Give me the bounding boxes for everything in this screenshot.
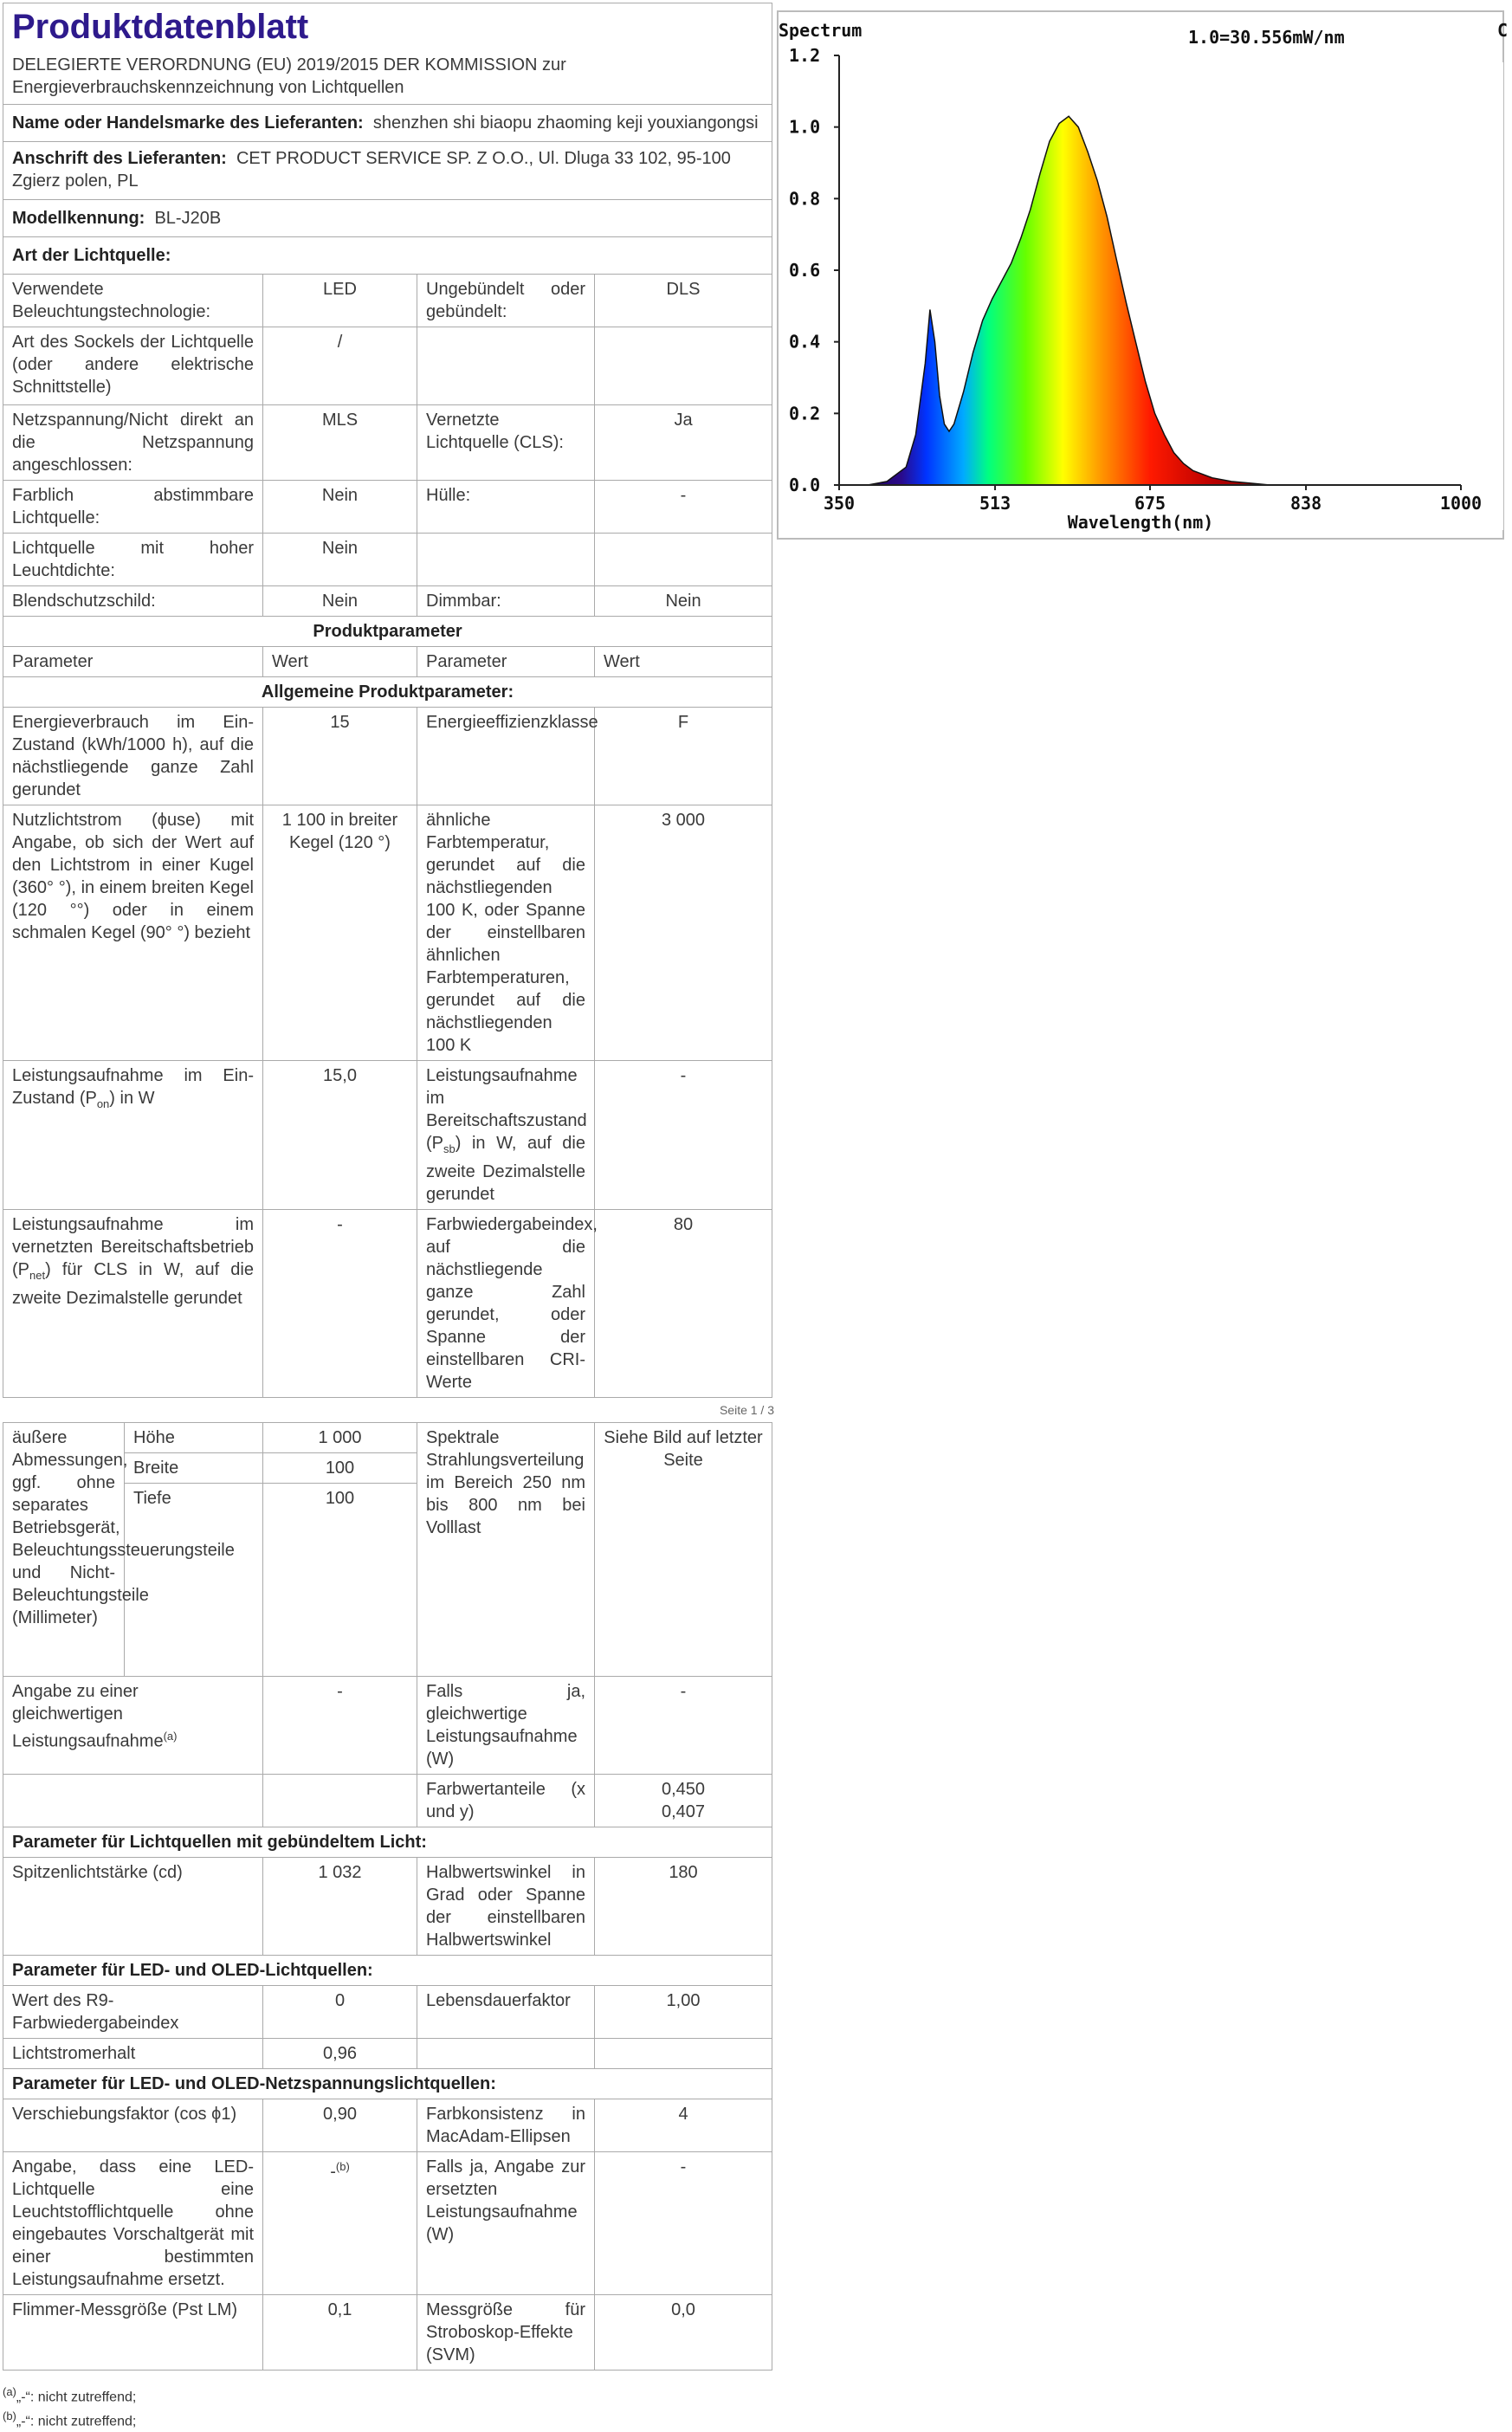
datasheet-table-bottom: [3, 1422, 772, 2371]
beam-angle-value: 180: [595, 1858, 772, 1956]
supplier-address-value: CET PRODUCT SERVICE SP. Z O.O., Ul. Dluga 33 102, 95-100 Zgierz polen, PL: [12, 149, 731, 191]
chart-partial-letter: C: [1497, 20, 1509, 41]
footnote: $^{(a)}$„-“: nicht zutreffend;: [3, 2385, 137, 2405]
mains-param: Farbkonsistenz in MacAdam-Ellipsen: [417, 2099, 595, 2152]
table-row: [3, 586, 772, 617]
table-row: [3, 708, 772, 805]
footnotes: [3, 2383, 772, 2432]
led-value: [595, 2039, 772, 2069]
general-param: Nutzlichtstrom (ϕuse) mit Angabe, ob sich der Wert auf den Lichtstrom in einer Kugel (360° °), in einem breiten Kegel (120 °°) oder in einem schmalen Kegel (90° °) bezieht: [3, 805, 263, 1061]
dimension-name: Breite: [125, 1453, 263, 1484]
page-title: Produktdatenblatt: [12, 8, 309, 46]
equivalent-power-value: -: [263, 1677, 417, 1775]
type-value: DLS: [595, 275, 772, 327]
x-tick-label: 1000: [1439, 493, 1483, 514]
mains-param: Flimmer-Messgröße (Pst LM): [3, 2295, 263, 2371]
column-header-value: Wert: [595, 647, 772, 677]
y-tick-label: 1.2: [789, 45, 821, 66]
general-header-row: [3, 677, 772, 708]
table-row: [3, 1210, 772, 1398]
type-param: Lichtquelle mit hoher Leuchtdichte:: [3, 534, 263, 586]
cri-value: 80: [595, 1210, 772, 1398]
dimension-value: 100: [263, 1453, 417, 1484]
page-number: Seite 1 / 3: [719, 1403, 774, 1417]
chart-title: Spectrum: [779, 20, 863, 41]
type-param: Verwendete Beleuchtungstechnologie:: [3, 275, 263, 327]
table-row: [3, 2295, 772, 2371]
general-value: F: [595, 708, 772, 805]
led-param: [417, 2039, 595, 2069]
type-value: [595, 534, 772, 586]
type-param: Dimmbar:: [417, 586, 595, 617]
empty-cell: [263, 1775, 417, 1827]
general-params-header: Allgemeine Produktparameter:: [3, 677, 772, 708]
table-row: [3, 1858, 772, 1956]
x-tick-label: 838: [1289, 493, 1322, 514]
column-header-value: Wert: [263, 647, 417, 677]
column-header-param: Parameter: [3, 647, 263, 677]
equivalent-power-param: Angabe zu einer gleichwertigen Leistungsaufnahme$^{(a)}$: [3, 1677, 263, 1775]
mains-value: 0,1: [263, 2295, 417, 2371]
type-param: Art des Sockels der Lichtquelle (oder andere elektrische Schnittstelle): [3, 327, 263, 405]
table-row: [3, 2099, 772, 2152]
table-row: [3, 327, 772, 405]
table-row: [3, 1986, 772, 2039]
spectral-distribution-param: Spektrale Strahlungsverteilung im Bereich 250 nm bis 800 nm bei Volllast: [417, 1423, 595, 1677]
type-param: Vernetzte Lichtquelle (CLS):: [417, 405, 595, 481]
table-row: [3, 405, 772, 481]
y-tick-label: 0.4: [789, 331, 821, 353]
type-param: Hülle:: [417, 481, 595, 534]
table-row: [3, 275, 772, 327]
type-param: Ungebündelt oder gebündelt:: [417, 275, 595, 327]
chromaticity-value: [595, 1775, 772, 1827]
empty-cell: [3, 1775, 263, 1827]
title-row: [3, 3, 772, 105]
type-value: LED: [263, 275, 417, 327]
type-param: [417, 327, 595, 405]
mains-value: 4: [595, 2099, 772, 2152]
type-param: Farblich abstimmbare Lichtquelle:: [3, 481, 263, 534]
y-tick-label: 0.0: [789, 475, 821, 495]
type-value: Nein: [263, 481, 417, 534]
model-label: Modellkennung:: [12, 209, 145, 228]
y-tick-label: 0.8: [789, 188, 821, 210]
type-value: /: [263, 327, 417, 405]
type-param: Netzspannung/Nicht direkt an die Netzspannung angeschlossen:: [3, 405, 263, 481]
chart-right-edge: [1491, 62, 1503, 530]
supplier-address-label: Anschrift des Lieferanten:: [12, 149, 227, 168]
led-param: Lichtstromerhalt: [3, 2039, 263, 2069]
mains-header-row: [3, 2069, 772, 2099]
type-value: Nein: [263, 534, 417, 586]
column-header-row: [3, 647, 772, 677]
type-value: Nein: [595, 586, 772, 617]
table-row: [3, 1775, 772, 1827]
led-param: Lebensdauerfaktor: [417, 1986, 595, 2039]
general-param: Energieverbrauch im Ein-Zustand (kWh/1000 h), auf die nächstliegende ganze Zahl gerundet: [3, 708, 263, 805]
mains-value: 0,0: [595, 2295, 772, 2371]
led-value: 1,00: [595, 1986, 772, 2039]
general-param: ähnliche Farbtemperatur, gerundet auf die nächstliegenden 100 K, oder Spanne der einstellbaren ähnlichen Farbtemperaturen, gerundet auf die nächstliegenden 100 K: [417, 805, 595, 1061]
directional-header: Parameter für Lichtquellen mit gebündeltem Licht:: [3, 1827, 772, 1858]
product-params-header-row: [3, 617, 772, 647]
general-value: 1 100 in breiter Kegel (120 °): [263, 805, 417, 1061]
table-row: [3, 481, 772, 534]
type-param: Blendschutzschild:: [3, 586, 263, 617]
mains-value: -$^{(b)}$: [263, 2152, 417, 2295]
y-tick-label: 1.0: [789, 116, 821, 138]
type-param: [417, 534, 595, 586]
power-networked-param: Leistungsaufnahme im vernetzten Bereitschaftsbetrieb $(P_{net})$ für CLS in W, auf die zweite Dezimalstelle gerundet: [3, 1210, 263, 1398]
mains-param: Angabe, dass eine LED-Lichtquelle eine Leuchtstofflichtquelle ohne eingebautes Vorschaltgerät mit einer bestimmten Leistungsaufnahme ersetzt.: [3, 2152, 263, 2295]
mains-param: Messgröße für Stroboskop-Effekte (SVM): [417, 2295, 595, 2371]
datasheet-table-top: [3, 3, 772, 1398]
spectral-distribution-value: Siehe Bild auf letzter Seite: [595, 1423, 772, 1677]
type-value: Nein: [263, 586, 417, 617]
x-tick-label: 350: [823, 493, 856, 514]
mains-value: -: [595, 2152, 772, 2295]
y-tick-label: 0.2: [789, 403, 821, 424]
light-source-type-row: [3, 237, 772, 275]
type-value: Ja: [595, 405, 772, 481]
dimension-name: Höhe: [125, 1423, 263, 1453]
chromaticity-x: 0,450: [661, 1780, 706, 1799]
mains-param: Verschiebungsfaktor (cos ϕ1): [3, 2099, 263, 2152]
supplier-address-row: [3, 142, 772, 200]
peak-intensity-value: 1 032: [263, 1858, 417, 1956]
table-row: [3, 1677, 772, 1775]
dimensions-label: äußere Abmessungen, ggf. ohne separates Betriebsgerät, Beleuchtungssteuerungsteile und Nicht-Beleuchtungsteile (Millimeter): [3, 1423, 125, 1677]
equivalent-power-yes-param: Falls ja, gleichwertige Leistungsaufnahme (W): [417, 1677, 595, 1775]
model-value: BL-J20B: [154, 209, 222, 228]
cri-param: Farbwiedergabeindex, auf die nächstliegende ganze Zahl gerundet, oder Spanne der einstellbaren CRI-Werte: [417, 1210, 595, 1398]
type-value: MLS: [263, 405, 417, 481]
table-row: [3, 534, 772, 586]
dimension-name: Tiefe: [125, 1484, 263, 1677]
regulation-subtitle: DELEGIERTE VERORDNUNG (EU) 2019/2015 DER KOMMISSION zur Energieverbrauchskennzeichnung von Lichtquellen: [12, 55, 566, 97]
led-value: 0: [263, 1986, 417, 2039]
column-header-param: Parameter: [417, 647, 595, 677]
peak-intensity-param: Spitzenlichtstärke (cd): [3, 1858, 263, 1956]
chromaticity-param: Farbwertanteile (x und y): [417, 1775, 595, 1827]
general-value: 3 000: [595, 805, 772, 1061]
x-tick-label: 513: [979, 493, 1011, 514]
power-networked-value: -: [263, 1210, 417, 1398]
table-row: [3, 805, 772, 1061]
dimensions-row: [3, 1423, 772, 1453]
equivalent-power-yes-value: -: [595, 1677, 772, 1775]
mains-value: 0,90: [263, 2099, 417, 2152]
power-on-value: 15,0: [263, 1061, 417, 1210]
power-on-param: Leistungsaufnahme im Ein-Zustand $(P_{on})$ in W: [3, 1061, 263, 1210]
type-value: [595, 327, 772, 405]
chart-annotation: 1.0=30.556mW/nm: [1188, 27, 1345, 48]
led-value: 0,96: [263, 2039, 417, 2069]
led-header: Parameter für LED- und OLED-Lichtquellen:: [3, 1956, 772, 1986]
mains-param: Falls ja, Angabe zur ersetzten Leistungsaufnahme (W): [417, 2152, 595, 2295]
y-tick-label: 0.6: [789, 260, 821, 281]
type-value: -: [595, 481, 772, 534]
led-param: Wert des R9-Farbwiedergabeindex: [3, 1986, 263, 2039]
product-params-header: Produktparameter: [3, 617, 772, 647]
directional-header-row: [3, 1827, 772, 1858]
table-row: [3, 1061, 772, 1210]
power-standby-value: -: [595, 1061, 772, 1210]
footnote: $^{(b)}$„-“: nicht zutreffend;: [3, 2409, 137, 2429]
x-axis-label: Wavelength(nm): [1067, 512, 1214, 533]
supplier-name-value: shenzhen shi biaopu zhaoming keji youxiangongsi: [372, 113, 759, 133]
supplier-name-row: [3, 105, 772, 142]
light-source-type-label: Art der Lichtquelle:: [3, 237, 772, 275]
dimension-value: 100: [263, 1484, 417, 1677]
led-header-row: [3, 1956, 772, 1986]
dimension-value: 1 000: [263, 1423, 417, 1453]
datasheet: [3, 3, 772, 2432]
supplier-name-label: Name oder Handelsmarke des Lieferanten:: [12, 113, 364, 133]
general-param: Energieeffizienzklasse: [417, 708, 595, 805]
general-value: 15: [263, 708, 417, 805]
power-standby-param: Leistungsaufnahme im Bereitschaftszustand $(P_{sb})$ in W, auf die zweite Dezimalstelle gerundet: [417, 1061, 595, 1210]
table-row: [3, 2152, 772, 2295]
model-row: [3, 200, 772, 237]
x-tick-label: 675: [1134, 493, 1166, 514]
table-row: [3, 2039, 772, 2069]
chromaticity-y: 0,407: [661, 1802, 706, 1821]
mains-header: Parameter für LED- und OLED-Netzspannungslichtquellen:: [3, 2069, 772, 2099]
spectrum-chart: [777, 10, 1509, 556]
beam-angle-param: Halbwertswinkel in Grad oder Spanne der einstellbaren Halbwertswinkel: [417, 1858, 595, 1956]
